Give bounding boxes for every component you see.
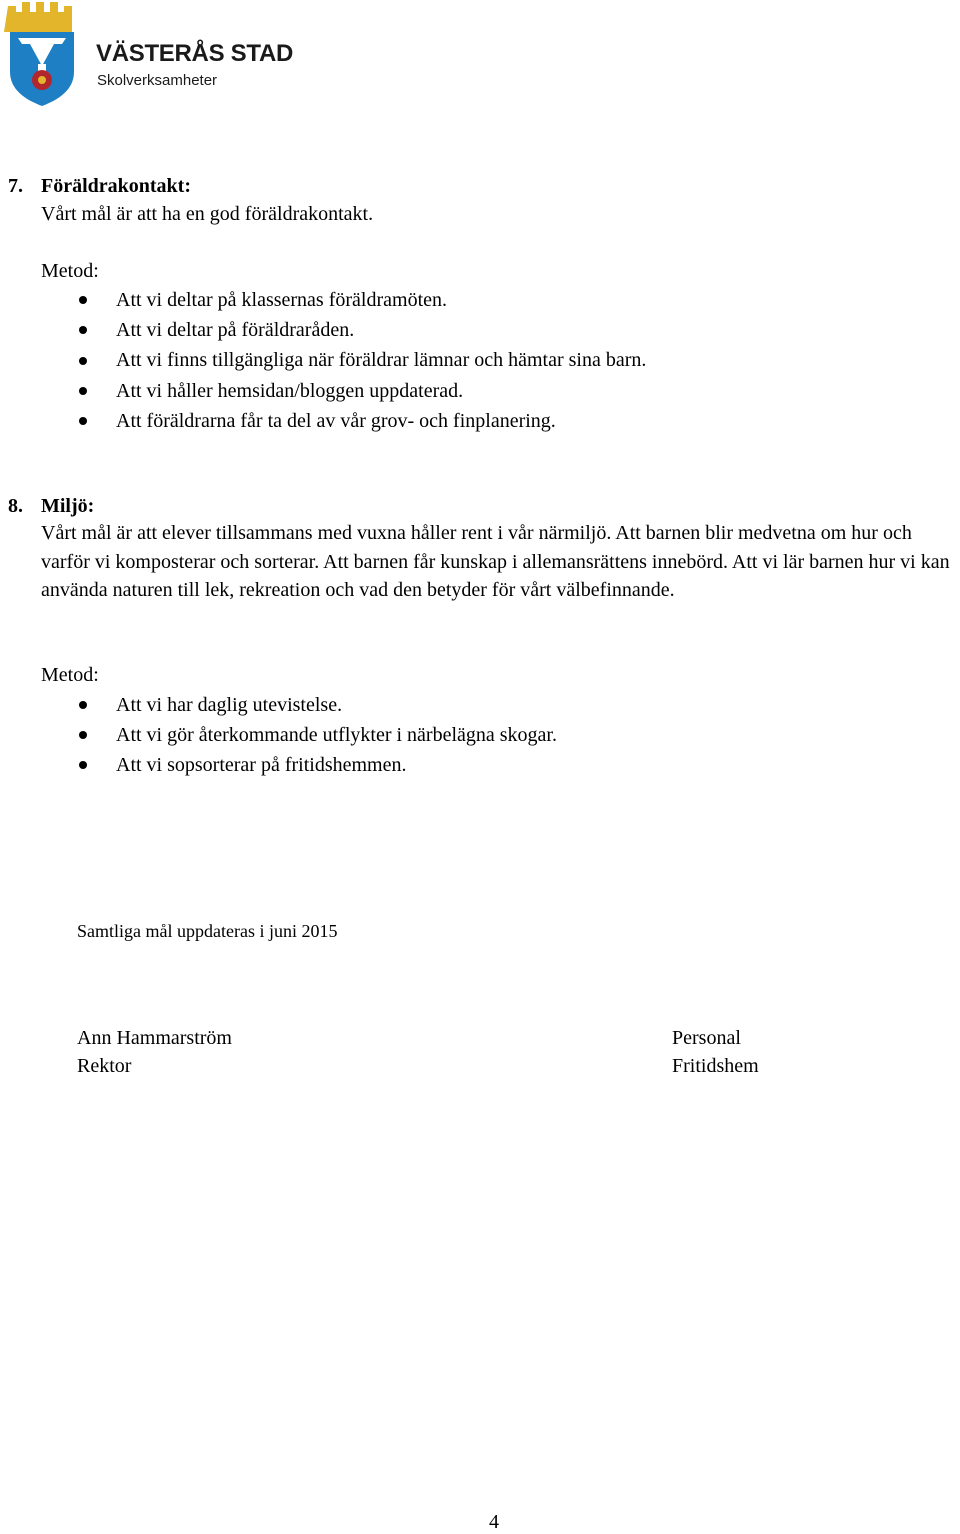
list-item-text: Att vi gör återkommande utflykter i närbelägna skogar. bbox=[116, 724, 557, 746]
bullet-icon bbox=[79, 387, 87, 395]
section-7-goal: Vårt mål är att ha en god föräldrakontakt. bbox=[41, 203, 374, 225]
list-item bbox=[76, 315, 646, 345]
page-number: 4 bbox=[489, 1511, 499, 1533]
vasteras-logo bbox=[4, 0, 294, 108]
section-7-heading: Föräldrakontakt: bbox=[41, 175, 191, 197]
list-item-text: Att vi sopsorterar på fritidshemmen. bbox=[116, 754, 407, 776]
section-8-paragraph: Vårt mål är att elever tillsammans med vuxna håller rent i vår närmiljö. Att barnen blir medvetna om hur och varför vi komposterar och sorterar. Att barnen får kunskap i allemansrättens innebörd. Att vi lär barnen hur vi kan använda naturen till lek, rekreation och vad den betyder för vårt välbefinnande. bbox=[41, 522, 950, 601]
list-item-text: Att föräldrarna får ta del av vår grov- och finplanering. bbox=[116, 409, 556, 432]
bullet-icon bbox=[79, 731, 87, 739]
signature-right-name: Personal bbox=[672, 1027, 741, 1049]
signature-left-name: Ann Hammarström bbox=[77, 1027, 232, 1049]
list-item bbox=[76, 345, 646, 375]
bullet-icon bbox=[79, 417, 87, 425]
bullet-icon bbox=[79, 357, 87, 365]
logo-subtitle: Skolverksamheter bbox=[97, 72, 218, 89]
list-item-text: Att vi finns tillgängliga när föräldrar lämnar och hämtar sina barn. bbox=[116, 349, 647, 372]
bullet-icon bbox=[79, 701, 87, 709]
update-note: Samtliga mål uppdateras i juni 2015 bbox=[77, 921, 338, 941]
section-8-heading: Miljö: bbox=[41, 495, 95, 517]
list-item-text: Att vi har daglig utevistelse. bbox=[116, 694, 343, 716]
bullet-icon bbox=[79, 761, 87, 769]
list-item-text: Att vi deltar på klassernas föräldramöten. bbox=[116, 289, 447, 311]
signature-left-title: Rektor bbox=[77, 1055, 132, 1077]
list-item bbox=[76, 285, 646, 315]
coat-of-arms-icon bbox=[4, 0, 80, 108]
list-item bbox=[76, 750, 557, 780]
bullet-icon bbox=[79, 326, 87, 334]
section-8-method-list bbox=[76, 690, 557, 780]
section-7-method-label: Metod: bbox=[41, 260, 99, 282]
section-7-method-list bbox=[76, 285, 646, 436]
signature-right-title: Fritidshem bbox=[672, 1055, 759, 1077]
bullet-icon bbox=[79, 296, 87, 304]
section-7-number: 7. bbox=[8, 175, 23, 197]
list-item-text: Att vi deltar på föräldraråden. bbox=[116, 319, 355, 342]
logo-name: VÄSTERÅS STAD bbox=[96, 40, 294, 67]
list-item bbox=[76, 690, 557, 720]
list-item bbox=[76, 720, 557, 750]
section-8-method-label: Metod: bbox=[41, 664, 99, 686]
section-8-number: 8. bbox=[8, 495, 23, 517]
list-item bbox=[76, 376, 646, 406]
list-item-text: Att vi håller hemsidan/bloggen uppdaterad. bbox=[116, 379, 464, 402]
list-item bbox=[76, 406, 646, 436]
